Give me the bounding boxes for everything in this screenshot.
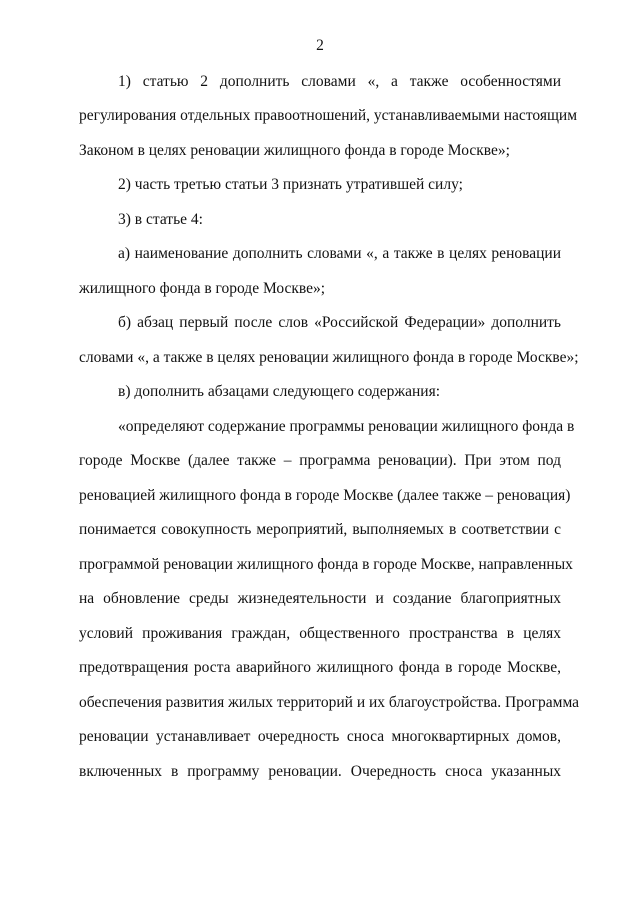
page-number: 2 xyxy=(316,37,324,54)
text-line-12: городе Москве (далее также – программа реновации). При этом под xyxy=(79,452,561,469)
text-line-11: «определяют содержание программы реновации жилищного фонда в xyxy=(118,418,575,435)
text-line-9: словами «, а также в целях реновации жилищного фонда в городе Москве»; xyxy=(79,349,579,366)
text-line-18: предотвращения роста аварийного жилищного фонда в городе Москве, xyxy=(79,659,561,676)
text-line-6: а) наименование дополнить словами «, а также в целях реновации xyxy=(118,245,561,262)
text-line-15: программой реновации жилищного фонда в городе Москве, направленных xyxy=(79,556,573,573)
text-line-20: реновации устанавливает очередность сноса многоквартирных домов, xyxy=(79,728,561,745)
text-line-16: на обновление среды жизнедеятельности и создание благоприятных xyxy=(79,590,561,607)
text-line-21: включенных в программу реновации. Очередность сноса указанных xyxy=(79,763,561,780)
text-line-1: 1) статью 2 дополнить словами «, а также особенностями xyxy=(118,73,561,90)
text-line-13: реновацией жилищного фонда в городе Москве (далее также – реновация) xyxy=(79,487,571,504)
text-line-10: в) дополнить абзацами следующего содержания: xyxy=(118,383,441,400)
text-line-17: условий проживания граждан, общественного пространства в целях xyxy=(79,625,561,642)
text-line-4: 2) часть третью статьи 3 признать утратившей силу; xyxy=(118,176,463,193)
text-line-19: обеспечения развития жилых территорий и их благоустройства. Программа xyxy=(79,694,580,711)
text-line-8: б) абзац первый после слов «Российской Федерации» дополнить xyxy=(118,314,561,331)
text-line-5: 3) в статье 4: xyxy=(118,211,203,228)
text-line-3: Законом в целях реновации жилищного фонда в городе Москве»; xyxy=(79,142,510,159)
text-line-14: понимается совокупность мероприятий, выполняемых в соответствии с xyxy=(79,521,561,538)
text-line-2: регулирования отдельных правоотношений, устанавливаемыми настоящим xyxy=(79,107,578,124)
text-line-7: жилищного фонда в городе Москве»; xyxy=(79,280,326,297)
